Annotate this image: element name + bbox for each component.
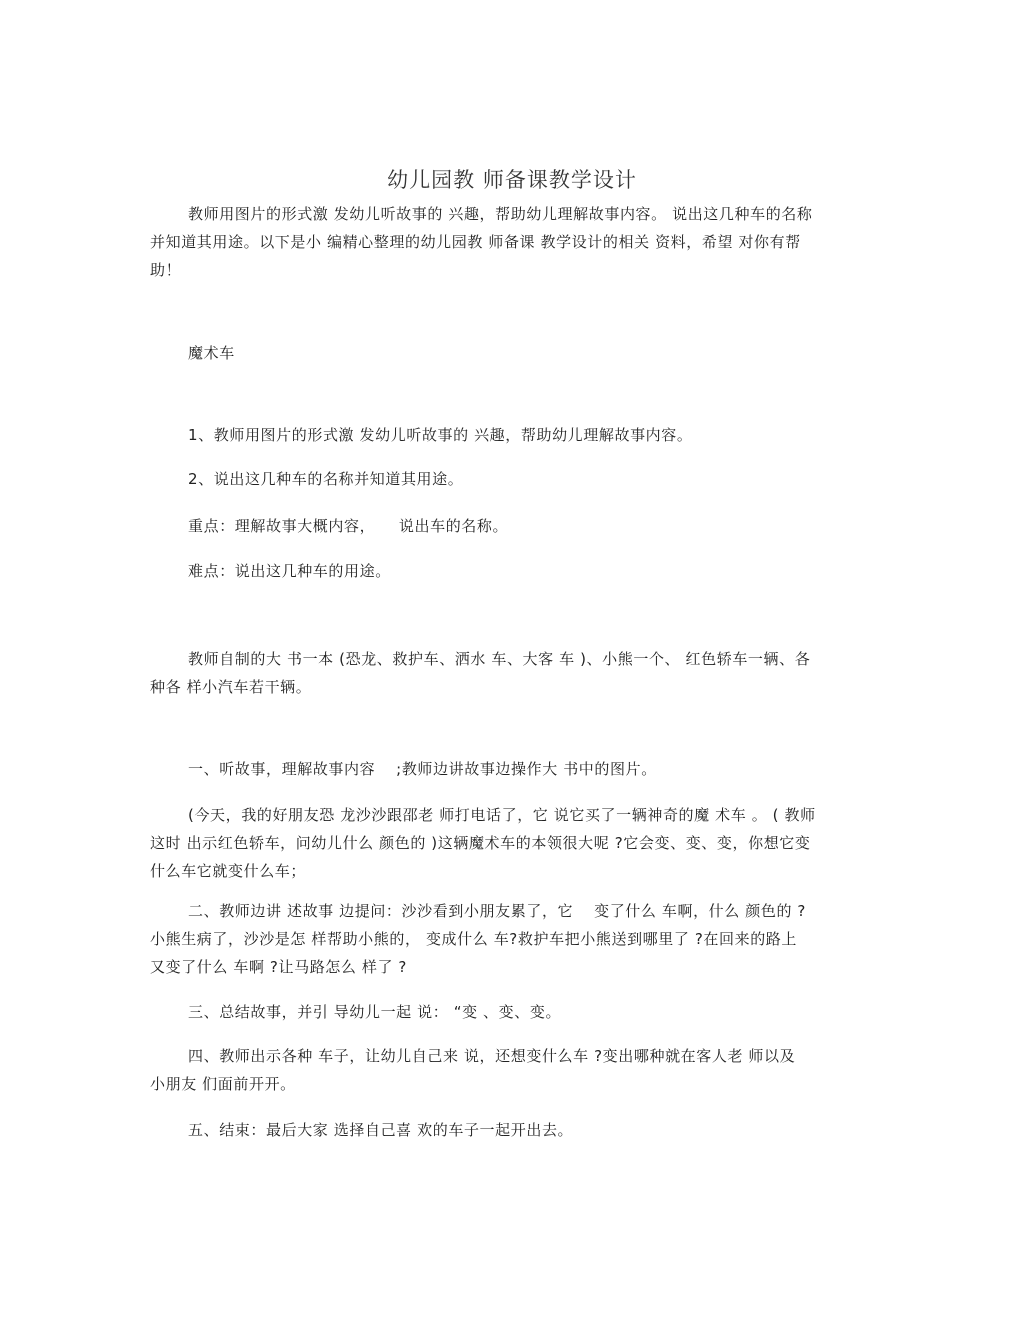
intro-line: 助！ [150,261,182,279]
lesson-title: 魔术车 [188,344,235,362]
intro-paragraph [150,200,870,284]
step-four-paragraph [150,1042,870,1098]
materials-line: 种各 样小汽车若干辆。 [150,678,312,696]
step-five: 五、结束：最后大家 选择自己喜 欢的车子一起开出去。 [188,1121,574,1139]
document-title: 幼儿园教 师备课教学设计 [387,168,637,192]
step-two-line: 小熊生病了，沙沙是怎 样帮助小熊的， 变成什么 车?救护车把小熊送到哪里了 ?在回来的路上 [150,930,797,948]
step-two-line: 二、教师边讲 述故事 边提问：沙沙看到小朋友累了，它 变了什么 车啊，什么 颜色的 ? [188,902,806,920]
step-two-line: 又变了什么 车啊 ?让马路怎么 样了 ? [150,958,407,976]
goal-item: 2、说出这几种车的名称并知道其用途。 [188,470,464,488]
step-one: 一、听故事，理解故事内容 ;教师边讲故事边操作大 书中的图片。 [188,760,657,778]
story-line: (今天，我的好朋友恐 龙沙沙跟邵老 师打电话了，它 说它买了一辆神奇的魔 术车 。 ( 教师 [188,806,816,824]
story-paragraph [150,801,870,885]
step-three: 三、总结故事，并引 导幼儿一起 说： “变 、变、变。 [188,1003,562,1021]
difficulty-point: 难点：说出这几种车的用途。 [188,562,391,580]
step-four-line: 四、教师出示各种 车子，让幼儿自己来 说，还想变什么车 ?变出哪种就在客人老 师以及 [188,1047,796,1065]
materials-paragraph [150,645,870,701]
materials-line: 教师自制的大 书一本 (恐龙、救护车、洒水 车、大客 车 )、小熊一个、 红色轿车一辆、各 [188,650,811,668]
intro-line: 并知道其用途。以下是小 编精心整理的幼儿园教 师备课 教学设计的相关 资料，希望 对你有帮 [150,233,801,251]
step-two-paragraph [150,897,870,981]
story-line: 什么车它就变什么车； [150,862,307,880]
step-four-line: 小朋友 们面前开开。 [150,1075,296,1093]
key-point: 重点：理解故事大概内容， 说出车的名称。 [188,517,509,535]
intro-line: 教师用图片的形式激 发幼儿听故事的 兴趣，帮助幼儿理解故事内容。 说出这几种车的名称 [188,205,813,223]
goal-item: 1、教师用图片的形式激 发幼儿听故事的 兴趣，帮助幼儿理解故事内容。 [188,426,693,444]
story-line: 这时 出示红色轿车，问幼儿什么 颜色的 )这辆魔术车的本领很大呢 ?它会变、变、变，你想它变 [150,834,811,852]
